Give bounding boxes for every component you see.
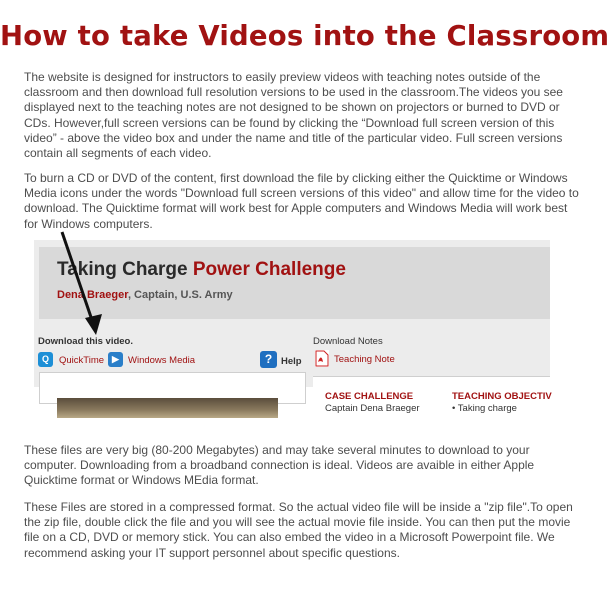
example-screenshot bbox=[34, 240, 552, 414]
windows-media-icon[interactable]: ▶ bbox=[108, 352, 123, 367]
intro-paragraph: The website is designed for instructors to easily preview videos with teaching notes outside of the classroom and then download full resolution versions to be used in the classroom.The videos you see displayed next to the teaching notes are not designed to be shown on projectors or burned to DVD or CDs. However,full screen versions can be found by clicking the “Download full screen version of this video” - above the video box and under the name and title of the particular video. Full screen versions contain all segments of each video. bbox=[24, 70, 563, 161]
video-title-red: Power Challenge bbox=[192, 259, 346, 280]
byline-title: , Captain, U.S. Army bbox=[127, 289, 233, 301]
burn-instructions-paragraph: To burn a CD or DVD of the content, first download the file by clicking either the Quicktime or Windows Media icons under the words "Download full screen versions of this video" and allow time for the video to download. The Quicktime format will work best for Apple computers and Windows Media will work best for Windows computers. bbox=[24, 171, 579, 231]
case-challenge-name: Captain Dena Braeger bbox=[325, 403, 420, 414]
quicktime-link[interactable]: QuickTime bbox=[59, 355, 105, 366]
case-challenge-heading: CASE CHALLENGE bbox=[325, 391, 414, 402]
teaching-objective-item: • Taking charge bbox=[452, 403, 517, 414]
quicktime-icon[interactable]: Q bbox=[38, 352, 53, 367]
video-title-dark: Taking Charge bbox=[57, 259, 188, 280]
zip-file-paragraph: These Files are stored in a compressed format. So the actual video file will be inside a "zip file".To open the zip file, double click the file and you will see the actual movie file inside. You can then put the movie file on a CD, DVD or memory stick. You can also embed the video in a Microsoft Powerpoint file. We recommend asking your IT support personnel about specific questions. bbox=[24, 500, 573, 560]
windows-media-link[interactable]: Windows Media bbox=[128, 355, 196, 366]
video-thumbnail bbox=[57, 398, 278, 418]
teaching-objective-heading: TEACHING OBJECTIV bbox=[452, 391, 552, 402]
page-title: How to take Videos into the Classroom bbox=[0, 20, 609, 52]
byline-name: Dena Braeger bbox=[57, 289, 128, 301]
download-video-label: Download this video. bbox=[38, 336, 134, 347]
download-notes-label: Download Notes bbox=[313, 336, 383, 347]
file-size-paragraph: These files are very big (80-200 Megabytes) and may take several minutes to download to your computer. Downloading from a broadband connection is ideal. Videos are avaible in either Apple Quicktime format or Windows MEdia format. bbox=[24, 443, 535, 488]
teaching-note-link[interactable]: Teaching Note bbox=[334, 354, 395, 365]
arrow-icon bbox=[34, 240, 550, 387]
help-link[interactable]: Help bbox=[281, 356, 302, 367]
help-icon[interactable]: ? bbox=[260, 351, 277, 368]
